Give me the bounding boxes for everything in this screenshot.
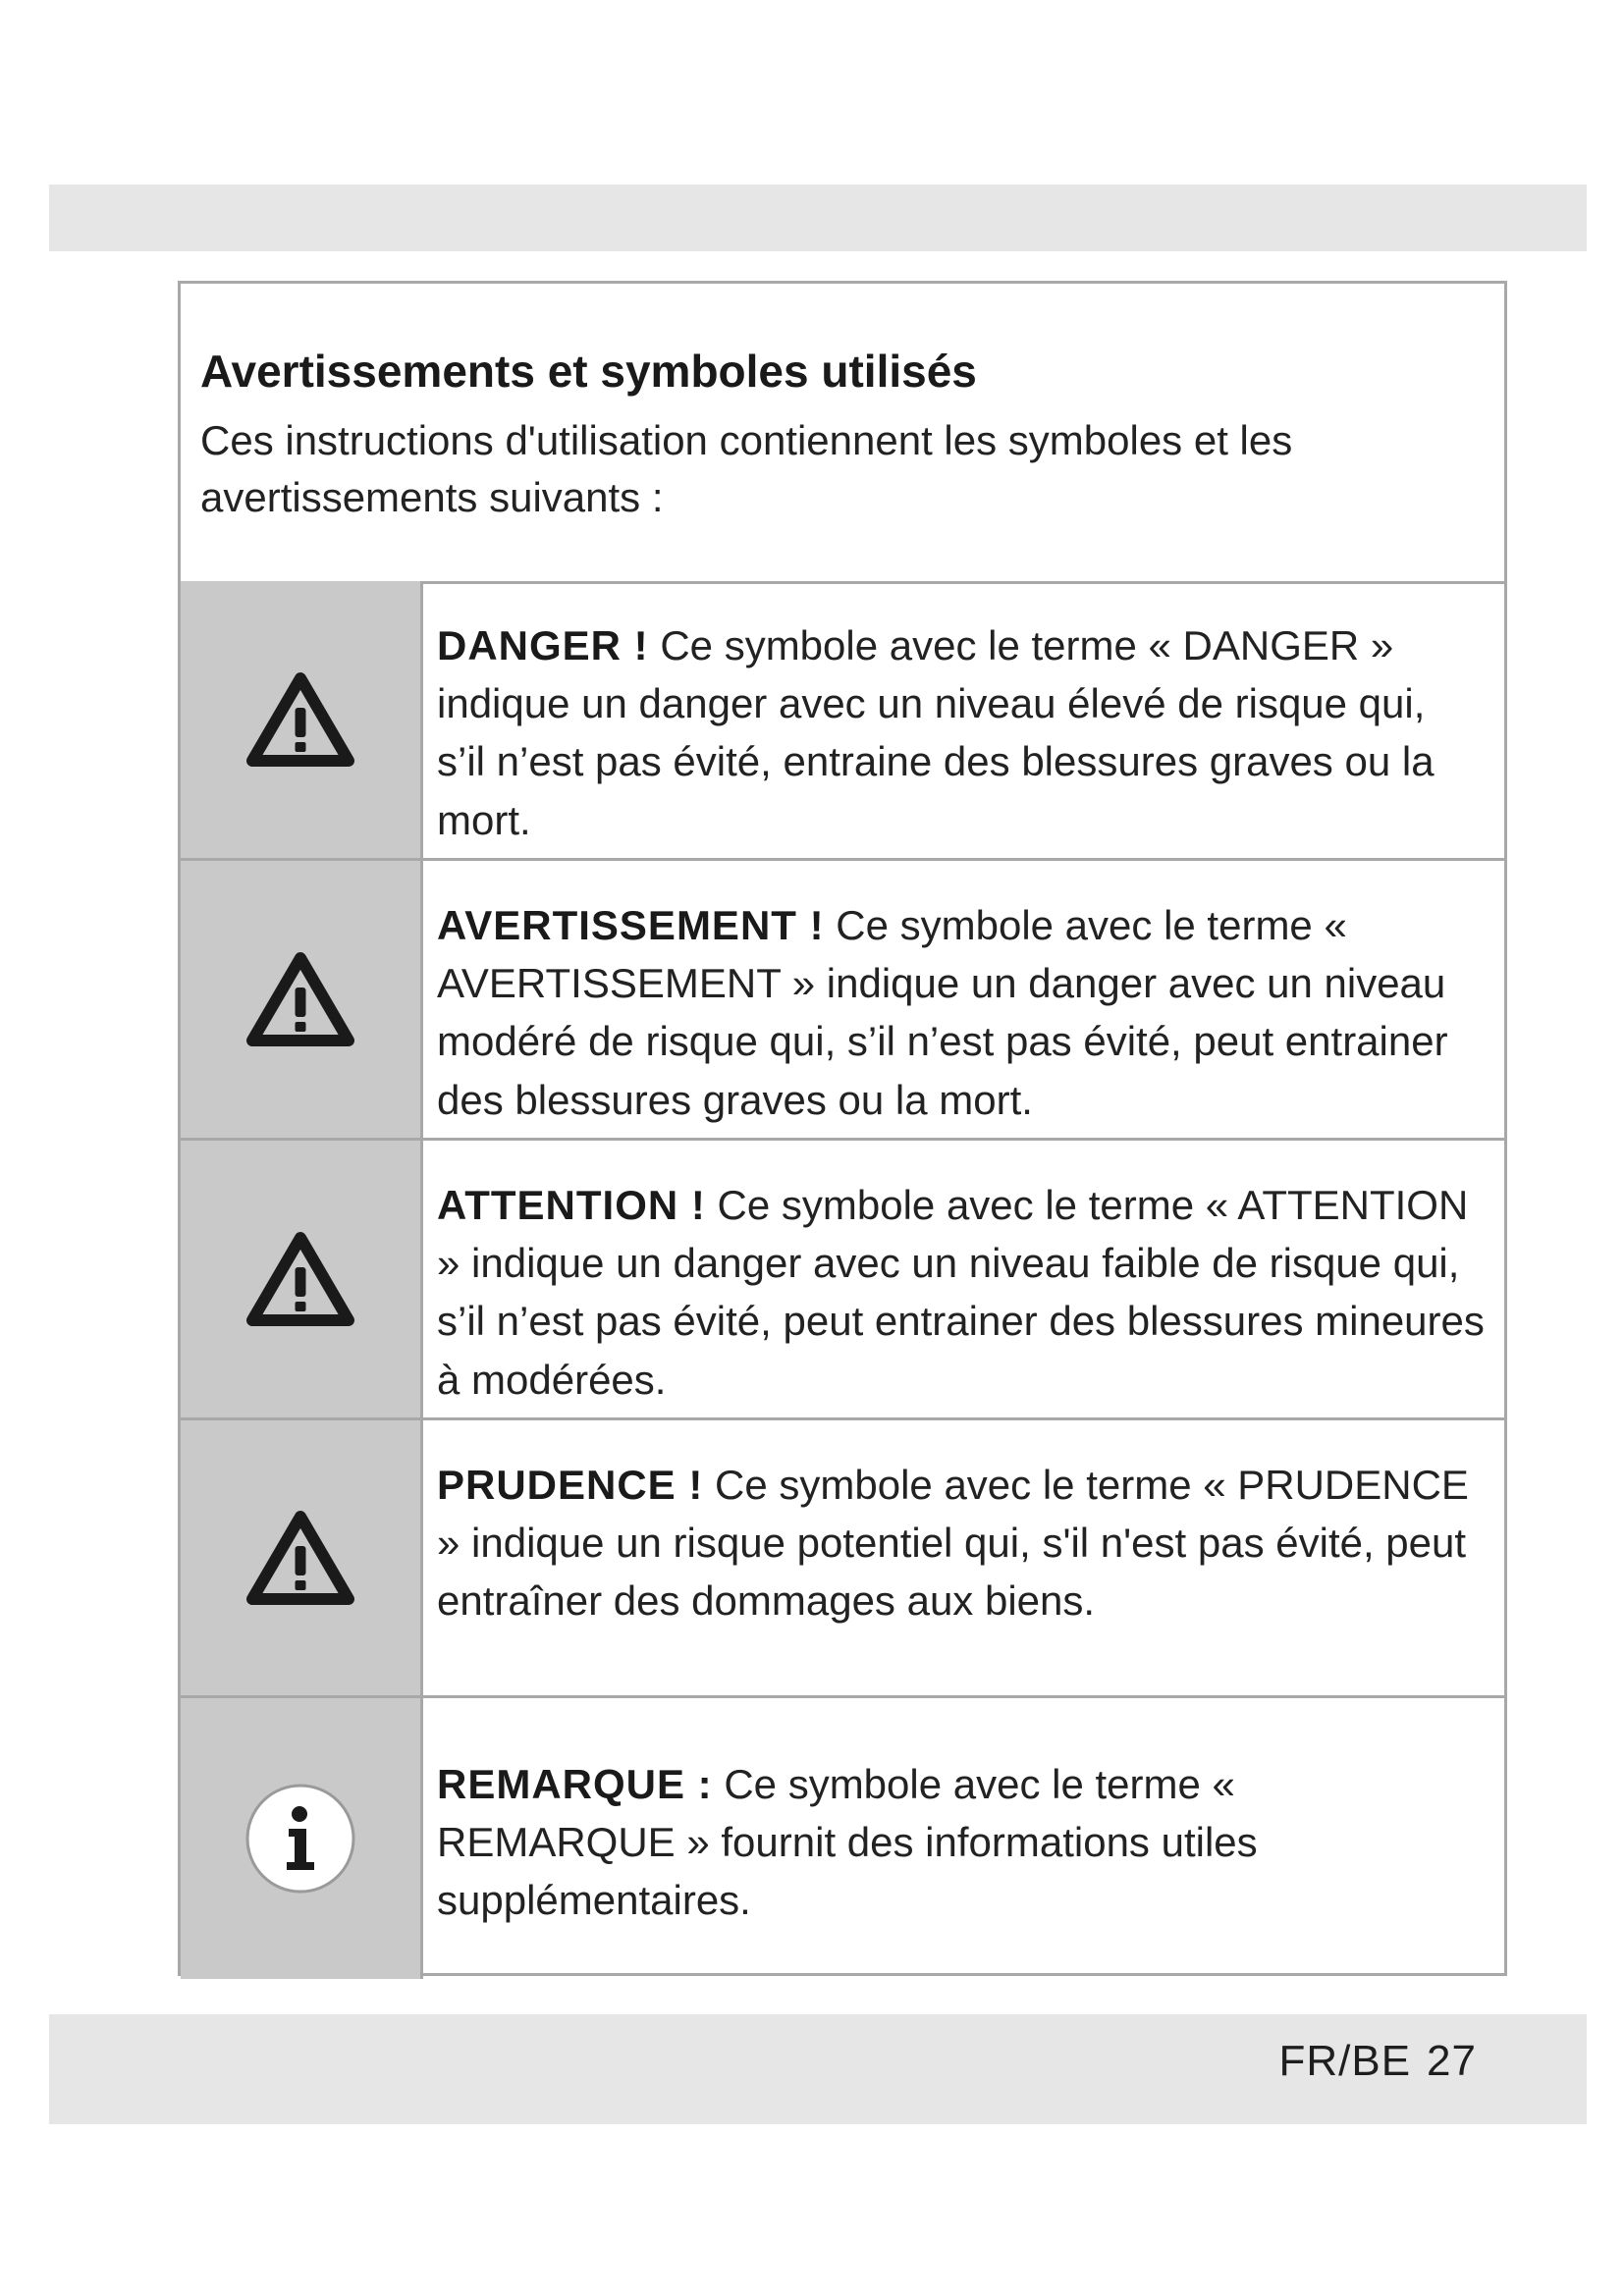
page-number: 27 (1427, 2037, 1477, 2085)
keyword-label: ATTENTION ! (437, 1182, 706, 1228)
symbol-description (423, 1698, 1504, 1979)
intro-section (181, 284, 1504, 584)
icon-cell (181, 1698, 423, 1979)
page-footer (1278, 2037, 1477, 2086)
symbol-row-prudence (181, 1420, 1504, 1698)
description-text: Ce symbole avec le terme « REMARQUE » fournit des informations utiles supplémentaires. (437, 1761, 1258, 1924)
info-icon (244, 1782, 357, 1896)
symbol-description (423, 1141, 1504, 1417)
header-band (49, 185, 1587, 251)
symbol-row-avertissement (181, 861, 1504, 1141)
section-title: Avertissements et symboles utilisés (200, 346, 977, 397)
symbol-row-attention (181, 1141, 1504, 1420)
symbol-row-danger (181, 581, 1504, 861)
warning-triangle-icon (243, 948, 358, 1050)
symbol-description (423, 861, 1504, 1138)
description-text: Ce symbole avec le terme « PRUDENCE » indique un risque potentiel qui, s'il n'est pas évité, peut entraîner des dommages aux biens. (437, 1462, 1469, 1625)
description-text: Ce symbole avec le terme « ATTENTION » indique un danger avec un niveau faible de risque qui, s’il n’est pas évité, peut entrainer des blessures mineures à modérées. (437, 1182, 1485, 1403)
section-intro: Ces instructions d'utilisation contiennent les symboles et les avertissements suivants : (200, 417, 1293, 521)
symbol-description (423, 1420, 1504, 1695)
symbol-row-remarque (181, 1698, 1504, 1979)
symbol-table (181, 581, 1504, 1979)
icon-cell (181, 1141, 423, 1417)
warning-triangle-icon (243, 668, 358, 771)
description-text: Ce symbole avec le terme « AVERTISSEMENT » indique un danger avec un niveau modéré de risque qui, s’il n’est pas évité, peut entrainer des blessures graves ou la mort. (437, 902, 1448, 1123)
icon-cell (181, 581, 423, 858)
keyword-label: PRUDENCE ! (437, 1462, 704, 1508)
icon-cell (181, 1420, 423, 1695)
description-text: Ce symbole avec le terme « DANGER » indique un danger avec un niveau élevé de risque qui, s’il n’est pas évité, entraine des blessures graves ou la mort. (437, 622, 1435, 843)
keyword-label: AVERTISSEMENT ! (437, 902, 825, 948)
warning-triangle-icon (243, 1507, 358, 1609)
locale-label: FR/BE (1278, 2037, 1412, 2085)
symbol-description (423, 581, 1504, 858)
icon-cell (181, 861, 423, 1138)
warning-triangle-icon (243, 1228, 358, 1330)
keyword-label: DANGER ! (437, 622, 649, 668)
warnings-panel (178, 281, 1507, 1976)
keyword-label: REMARQUE : (437, 1761, 713, 1807)
